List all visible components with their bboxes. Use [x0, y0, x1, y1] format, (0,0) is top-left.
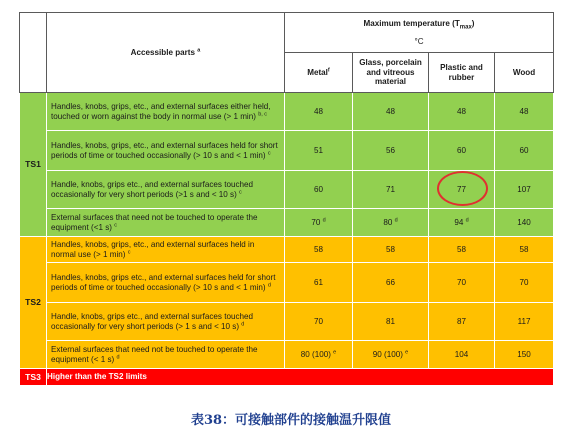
row-description	[47, 131, 285, 171]
row-note: b, c	[258, 110, 268, 117]
column-header-label: Glass, porcelain and vitreous material	[359, 58, 422, 87]
table-row	[20, 341, 554, 369]
accessible-parts-header	[47, 13, 285, 93]
value-text: 107	[517, 184, 531, 194]
value-cell	[429, 131, 495, 171]
value-cell	[429, 263, 495, 303]
value-text: 48	[519, 106, 529, 116]
value-cell	[495, 263, 554, 303]
value-text: 71	[385, 184, 395, 194]
value-text: 80 (100)	[300, 349, 331, 359]
value-cell	[353, 263, 429, 303]
value-text: 60	[456, 145, 466, 155]
column-header-label: Wood	[512, 67, 536, 77]
value-text: 90 (100)	[372, 349, 403, 359]
value-cell	[429, 341, 495, 369]
row-note: d	[267, 281, 271, 288]
value-cell	[495, 209, 554, 237]
value-text: 94	[454, 217, 464, 227]
row-note: c	[239, 188, 242, 195]
value-text: 58	[385, 244, 395, 254]
value-cell	[353, 237, 429, 263]
value-cell	[285, 303, 353, 341]
row-text: Handles, knobs, grips etc., and external surfaces held for short periods of time or touched occasionally (> 10 s and < 1 min)	[51, 272, 276, 292]
column-header	[285, 53, 353, 93]
value-cell	[285, 341, 353, 369]
value-note: d	[322, 217, 326, 224]
value-cell	[495, 237, 554, 263]
value-text: 51	[313, 145, 323, 155]
value-cell	[429, 303, 495, 341]
ts3-text: Higher than the TS2 limits	[47, 369, 554, 386]
value-text: 60	[519, 145, 529, 155]
value-cell	[353, 131, 429, 171]
row-description	[47, 303, 285, 341]
value-text: 58	[456, 244, 466, 254]
value-cell	[495, 341, 554, 369]
row-text: Handles, knobs, grips, etc., and external surfaces held for short periods of time or touched occasionally (> 10 s and < 1 min)	[51, 140, 278, 160]
value-text: 48	[385, 106, 395, 116]
value-cell	[495, 303, 554, 341]
value-text: 77	[456, 184, 466, 194]
value-cell	[429, 209, 495, 237]
column-header	[429, 53, 495, 93]
max-temp-close: )	[471, 18, 475, 28]
row-note: d	[116, 353, 120, 360]
value-cell	[353, 209, 429, 237]
group-label: TS2	[20, 237, 47, 369]
value-text: 70	[311, 217, 321, 227]
value-note: d	[394, 217, 398, 224]
value-text: 66	[385, 277, 395, 287]
row-note: d	[241, 320, 245, 327]
value-note: d	[465, 217, 469, 224]
row-note: c	[267, 149, 271, 156]
row-description	[47, 263, 285, 303]
table-body	[20, 13, 554, 386]
column-header-label: Plastic and rubber	[440, 62, 483, 82]
value-text: 117	[517, 316, 531, 326]
value-cell	[285, 263, 353, 303]
row-note: c	[127, 248, 131, 255]
value-cell	[285, 209, 353, 237]
max-temp-subscript: max	[459, 24, 472, 31]
value-cell	[495, 171, 554, 209]
value-text: 140	[517, 217, 531, 227]
value-cell	[285, 131, 353, 171]
value-text: 60	[313, 184, 323, 194]
value-text: 150	[517, 349, 531, 359]
value-text: 104	[454, 349, 469, 359]
header-row-1	[20, 13, 554, 53]
ts3-label: TS3	[20, 369, 47, 386]
table-row	[20, 237, 554, 263]
column-header	[495, 53, 554, 93]
value-text: 81	[385, 316, 395, 326]
accessible-parts-label: Accessible parts	[130, 47, 196, 57]
value-text: 58	[519, 244, 529, 254]
value-cell	[495, 131, 554, 171]
value-text: 80	[383, 217, 393, 227]
group-label: TS1	[20, 93, 47, 237]
value-cell	[285, 237, 353, 263]
column-header-label: Metal	[307, 67, 328, 77]
value-cell	[353, 93, 429, 131]
value-note: e	[405, 349, 409, 356]
table-caption: 表38：可接触部件的接触温升限值	[190, 413, 392, 428]
row-description	[47, 237, 285, 263]
value-cell	[495, 93, 554, 131]
table-row	[20, 263, 554, 303]
value-text: 70	[519, 277, 529, 287]
row-note: c	[114, 221, 117, 228]
row-description	[47, 93, 285, 131]
value-cell	[353, 171, 429, 209]
value-text: 48	[456, 106, 466, 116]
unit-label: °C	[414, 36, 424, 46]
value-cell	[429, 171, 495, 209]
value-note: e	[333, 349, 337, 356]
table-row	[20, 303, 554, 341]
ts3-row	[20, 369, 554, 386]
row-text: External surfaces that need not be touched to operate the equipment (< 1 s)	[51, 344, 258, 364]
max-temp-label: Maximum temperature (T	[363, 18, 460, 28]
value-text: 56	[385, 145, 395, 155]
value-cell	[353, 303, 429, 341]
value-text: 70	[313, 316, 323, 326]
row-text: Handles, knobs, grips, etc., and external surfaces held in normal use (> 1 min)	[51, 239, 255, 259]
value-text: 58	[313, 244, 323, 254]
value-cell	[285, 93, 353, 131]
row-description	[47, 209, 285, 237]
table-row	[20, 93, 554, 131]
row-text: Handle, knobs, grips etc., and external surfaces touched occasionally for very short periods (> 1 s and < 10 s)	[51, 311, 254, 331]
value-cell	[285, 171, 353, 209]
row-text: Handle, knobs, grips etc., and external surfaces touched occasionally for very short periods (>1 s and < 10 s)	[51, 179, 254, 199]
row-text: External surfaces that need not be touched to operate the equipment (<1 s)	[51, 212, 258, 232]
table-row	[20, 131, 554, 171]
value-text: 48	[313, 106, 323, 116]
temperature-limits-table	[19, 12, 554, 386]
row-text: Handles, knobs, grips, etc., and external surfaces either held, touched or worn against the body in normal use (> 1 min)	[51, 101, 271, 121]
table-row	[20, 171, 554, 209]
max-temp-header	[285, 13, 554, 53]
value-text: 70	[456, 277, 466, 287]
value-text: 87	[456, 316, 466, 326]
row-description	[47, 171, 285, 209]
accessible-parts-note: a	[197, 47, 201, 54]
column-header	[353, 53, 429, 93]
value-text: 61	[313, 277, 323, 287]
column-header-note: f	[327, 67, 330, 74]
corner-cell	[20, 13, 47, 93]
value-cell	[353, 341, 429, 369]
table-row	[20, 209, 554, 237]
value-cell	[429, 93, 495, 131]
value-cell	[429, 237, 495, 263]
row-description	[47, 341, 285, 369]
